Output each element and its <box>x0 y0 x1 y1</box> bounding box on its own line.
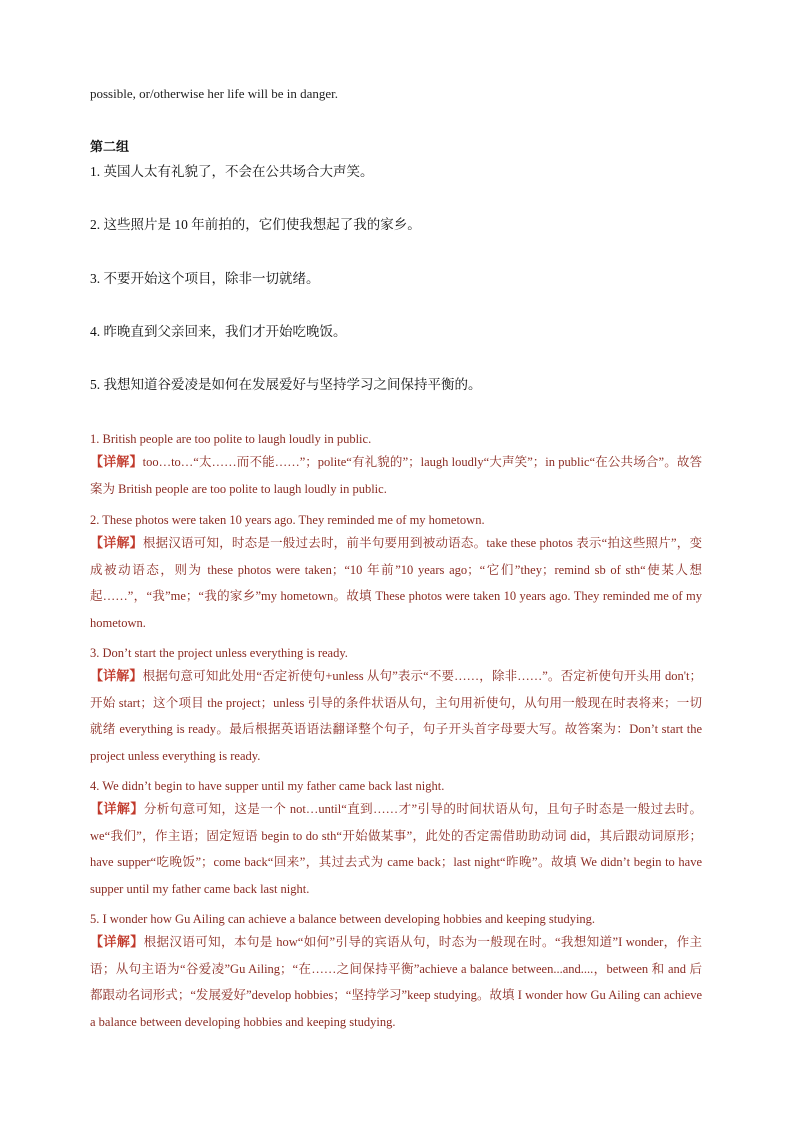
answer-4-sentence: 4. We didn’t begin to have supper until my father came back last night. <box>90 779 445 793</box>
answer-1-explanation <box>90 449 702 502</box>
answer-1-sentence: 1. British people are too polite to laugh loudly in public. <box>90 432 372 446</box>
detail-label: 【详解】 <box>90 535 143 550</box>
answer-5-explanation <box>90 929 702 1035</box>
answer-4-explanation-text: 分析句意可知，这是一个 not…until“直到……才”引导的时间状语从句，且句子时态是一般过去时。we“我们”，作主语；固定短语 begin to do sth“开始做某事”，此处的否定需借助助动词 did，其后跟动词原形；have supper“吃晚饭”；come back“回来”，其过去式为 came back；last night“昨晚”。故填 We didn’t begin to have supper until my father came back last night. <box>90 802 702 896</box>
question-2: 2. 这些照片是 10 年前拍的，它们使我想起了我的家乡。 <box>90 217 421 232</box>
question-3: 3. 不要开始这个项目，除非一切就绪。 <box>90 271 320 286</box>
answer-5-sentence: 5. I wonder how Gu Ailing can achieve a balance between developing hobbies and keeping studying. <box>90 912 596 926</box>
answer-3-explanation-text: 根据句意可知此处用“否定祈使句+unless 从句”表示“不要……，除非……”。否定祈使句开头用 don't；开始 start；这个项目 the project；unless 引导的条件状语从句，主句用祈使句，从句用一般现在时表将来；一切就绪 everything is ready。最后根据英语语法翻译整个句子，句子开头首字母要大写。故答案为：Don’t start the project unless everything is ready. <box>90 669 702 763</box>
detail-label: 【详解】 <box>90 668 143 683</box>
answer-2-sentence: 2. These photos were taken 10 years ago. They reminded me of my hometown. <box>90 513 485 527</box>
answer-1-explanation-text: too…to…“太……而不能……”；polite“有礼貌的”；laugh loudly“大声笑”；in public“在公共场合”。故答案为 British people are too polite to laugh loudly in public. <box>90 455 702 496</box>
question-1: 1. 英国人太有礼貌了，不会在公共场合大声笑。 <box>90 164 374 179</box>
answer-3-sentence: 3. Don’t start the project unless everything is ready. <box>90 646 348 660</box>
answer-2-explanation <box>90 530 702 636</box>
detail-label: 【详解】 <box>90 801 144 816</box>
detail-label: 【详解】 <box>90 934 144 949</box>
question-5: 5. 我想知道谷爱凌是如何在发展爱好与坚持学习之间保持平衡的。 <box>90 377 482 392</box>
answer-5-explanation-text: 根据汉语可知，本句是 how“如何”引导的宾语从句，时态为一般现在时。“我想知道”I wonder，作主语；从句主语为“谷爱凌”Gu Ailing；“在……之间保持平衡”achieve a balance between...and....，between 和 and 后都跟动名词形式；“发展爱好”develop hobbies；“坚持学习”keep studying。故填 I wonder how Gu Ailing can achieve a balance between developing hobbies and keeping studying. <box>90 935 702 1029</box>
answer-2-explanation-text: 根据汉语可知，时态是一般过去时，前半句要用到被动语态。take these photos 表示“拍这些照片”，变成被动语态，则为 these photos were taken；“10 年前”10 years ago；“它们”they；remind sb of sth“使某人想起……”，“我”me；“我的家乡”my hometown。故填 These photos were taken 10 years ago. They reminded me of my hometown. <box>90 536 702 630</box>
answer-4-explanation <box>90 796 702 902</box>
answer-3-explanation <box>90 663 702 769</box>
group-heading: 第二组 <box>90 139 130 154</box>
question-4: 4. 昨晚直到父亲回来，我们才开始吃晚饭。 <box>90 324 347 339</box>
detail-label: 【详解】 <box>90 454 143 469</box>
intro-line: possible, or/otherwise her life will be in danger. <box>90 86 339 101</box>
